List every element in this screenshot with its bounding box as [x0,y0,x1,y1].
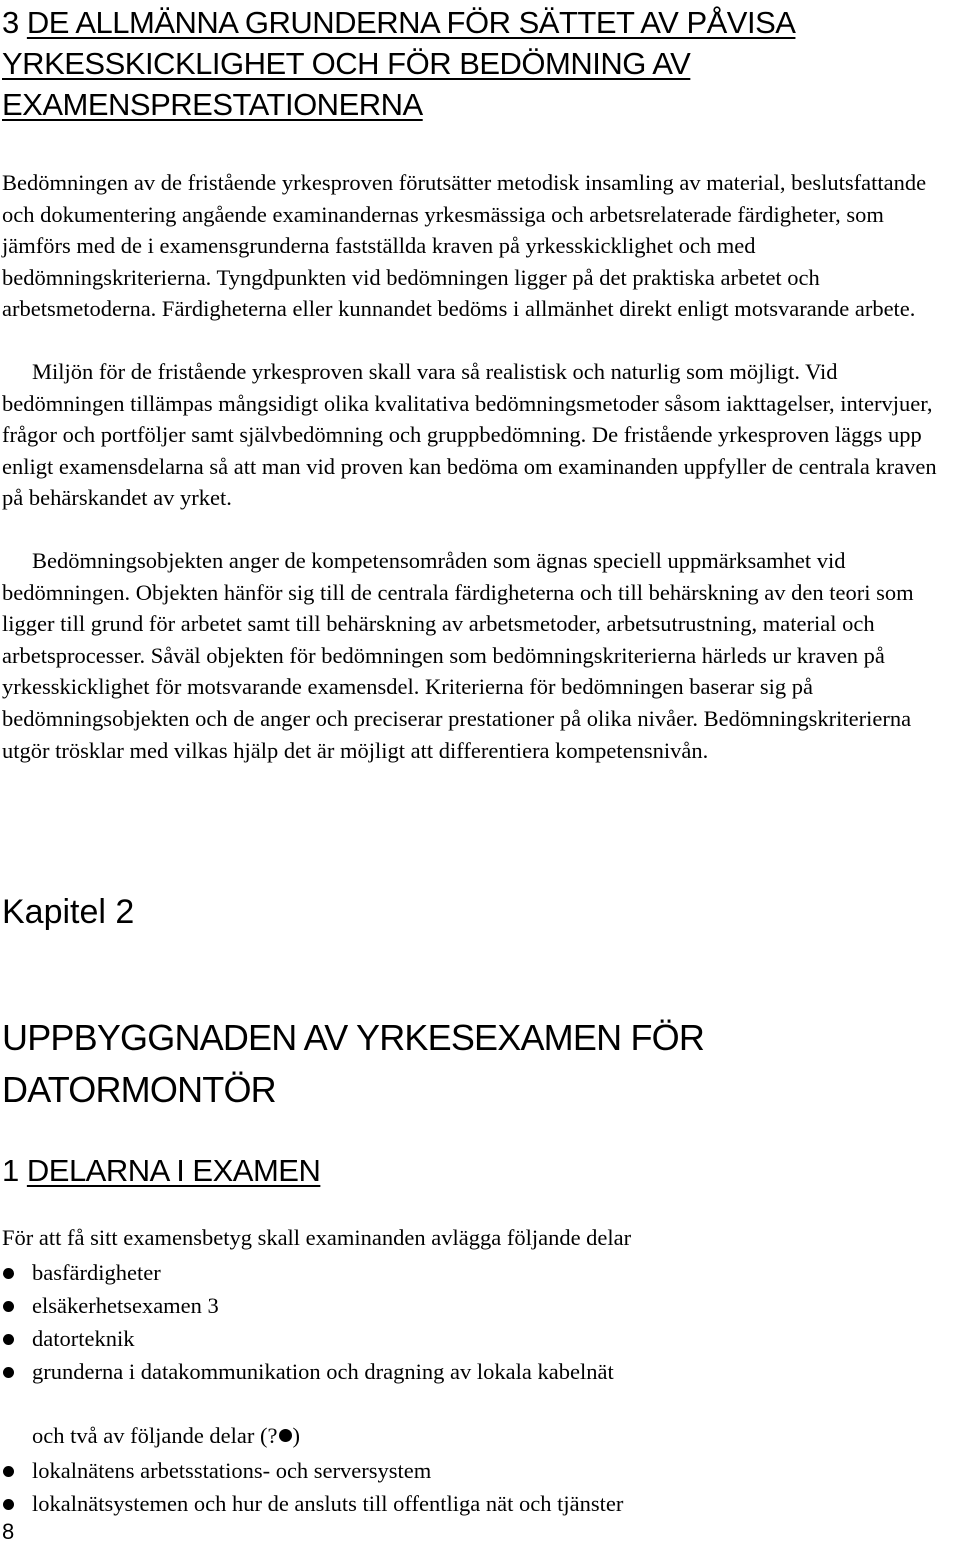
paragraph-3-text: Bedömningsobjekten anger de kompetensområden som ägnas speciell uppmärksamhet vid bedömningen. Objekten hänför sig till de centrala färdigheterna och till behärskning av den teori som ligger till grund för arbetet samt till behärskning av arbetsmetoder, arbetsutrustning, material och arbetsprocesser. Såväl objekten för bedömningen som bedömningskriterierna härleds ur kraven på yrkesskicklighet för motsvarande examensdel. Kriterierna för bedömningen baserar sig på bedömningsobjekten och de anger och preciserar prestationer på olika nivåer. Bedömningskriterierna utgör trösklar med vilkas hjälp det är möjligt att differentiera kompetensnivån. [2,548,914,763]
chapter-label: Kapitel 2 [2,893,135,931]
bullet-symbol-icon [279,1429,292,1442]
paragraph-2 [2,356,957,514]
paragraph-3 [2,545,957,766]
list-item-label: lokalnätens arbetsstations- och serversystem [32,1458,432,1483]
section-heading [2,2,952,125]
page-number: 8 [2,1519,15,1544]
bullet-icon [3,1466,14,1477]
bullet-icon [3,1268,14,1279]
optional-parts-list [0,1454,623,1520]
section-title: DE ALLMÄNNA GRUNDERNA FÖR SÄTTET AV PÅVISA YRKESSKICKLIGHET OCH FÖR BEDÖMNING AV EXAMENSPRESTATIONERNA [2,5,796,122]
bullet-icon [3,1334,14,1345]
list-item [0,1256,614,1289]
optional-intro-suffix: ) [292,1423,301,1448]
optional-parts-intro [32,1420,300,1452]
list-item [0,1454,623,1487]
required-parts-list [0,1256,614,1388]
subsection-number: 1 [2,1153,19,1188]
subsection-heading [2,1150,320,1191]
list-item-label: elsäkerhetsexamen 3 [32,1293,219,1318]
list-item-label: basfärdigheter [32,1260,161,1285]
chapter-title: UPPBYGGNADEN AV YRKESEXAMEN FÖR DATORMONTÖR [2,1017,705,1110]
bullet-icon [3,1301,14,1312]
section-number: 3 [2,5,19,40]
bullet-icon [3,1367,14,1378]
list-item [0,1355,614,1388]
list-item-label: datorteknik [32,1326,135,1351]
optional-intro-prefix: och två av följande delar (? [32,1423,278,1448]
list-item [0,1322,614,1355]
list-item [0,1487,623,1520]
list-item-label: grunderna i datakommunikation och dragning av lokala kabelnät [32,1359,614,1384]
bullet-icon [3,1499,14,1510]
subsection-title: DELARNA I EXAMEN [26,1153,321,1188]
paragraph-1: Bedömningen av de fristående yrkesproven förutsätter metodisk insamling av material, beslutsfattande och dokumentering angående examinandernas yrkesmässiga och arbetsrelaterade färdigheter, som jämförs med de i examensgrunderna fastställda kraven på yrkesskicklighet och med bedömningskriterierna. Tyngdpunkten vid bedömningen ligger på det praktiska arbetet och arbetsmetoderna. Färdigheterna eller kunnandet bedöms i allmänhet direkt enligt motsvarande arbete. [2,170,927,322]
paragraph-2-text: Miljön för de fristående yrkesproven skall vara så realistisk och naturlig som möjligt. Vid bedömningen tillämpas mångsidigt olika kvalitativa bedömningsmetoder såsom iakttagelser, intervjuer, frågor och portföljer samt självbedömning och gruppbedömning. De fristående yrkesproven läggs upp enligt examensdelarna så att man vid proven kan bedöma om examinanden uppfyller de centrala kraven på behärskandet av yrket. [2,359,937,511]
list-item [0,1289,614,1322]
parts-intro: För att få sitt examensbetyg skall examinanden avlägga följande delar [2,1225,632,1250]
list-item-label: lokalnätsystemen och hur de ansluts till offentliga nät och tjänster [32,1491,624,1516]
